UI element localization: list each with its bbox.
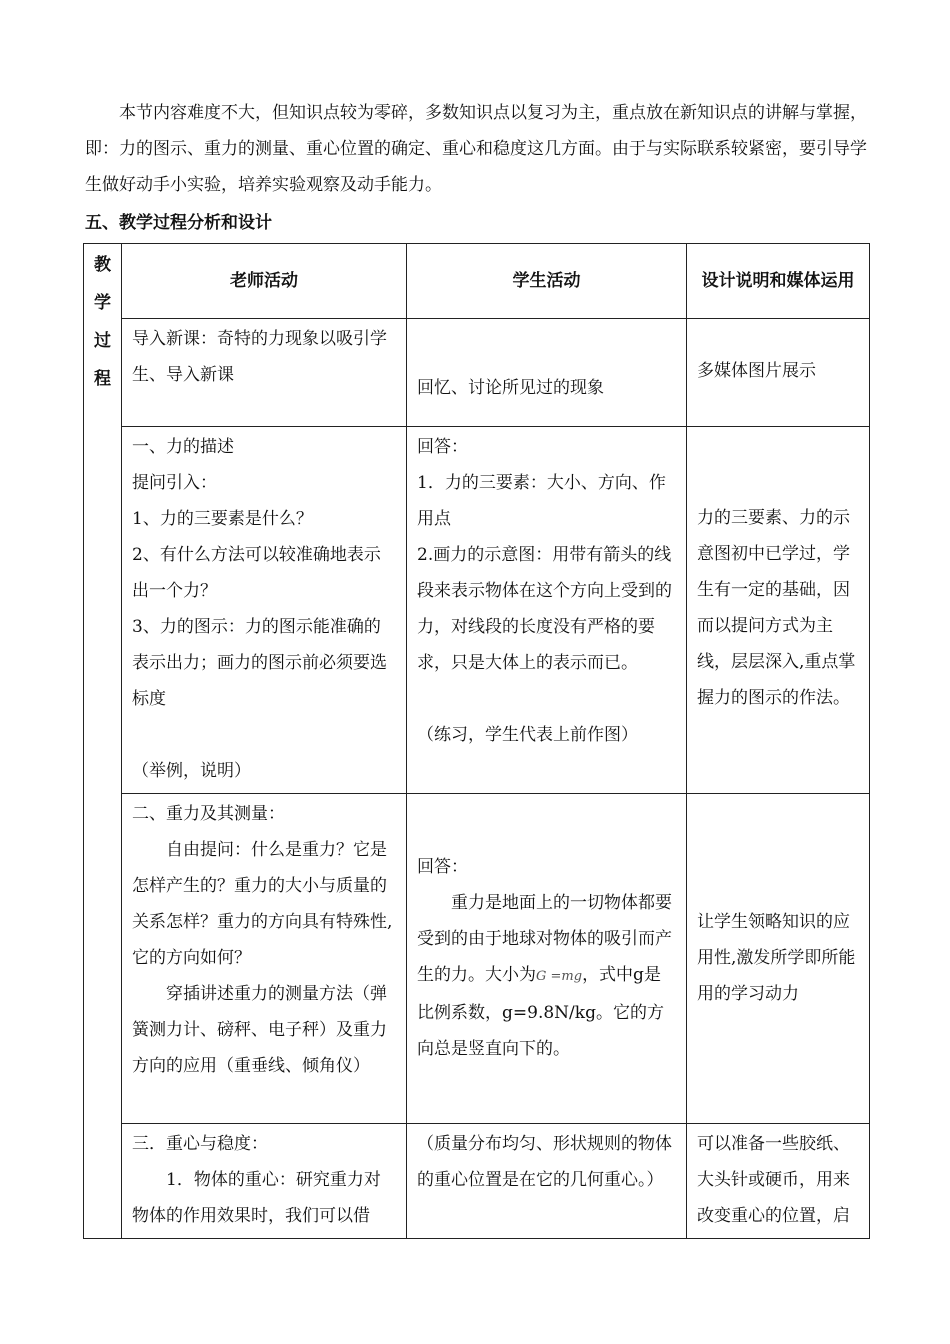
- header-student: 学生活动: [407, 244, 687, 319]
- row4-teacher: 三．重心与稳度： 1．物体的重心：研究重力对物体的作用效果时，我们可以借: [122, 1124, 407, 1239]
- table-header-row: [84, 244, 870, 319]
- side-char: 学: [94, 293, 111, 313]
- row3-design: 让学生领略知识的应用性,激发所学即所能用的学习动力: [687, 794, 870, 1124]
- header-design: 设计说明和媒体运用: [687, 244, 870, 319]
- teaching-process-table: [83, 243, 870, 1239]
- side-label-cell: [84, 244, 122, 1239]
- table-row: [84, 794, 870, 1124]
- row2-teacher: 一、力的描述 提问引入： 1、力的三要素是什么？ 2、有什么方法可以较准确地表示出一个力？ 3、力的图示：力的图示能准确的表示出力；画力的图示前必须要选标度 （举例，说明）: [122, 427, 407, 794]
- table-row: [84, 427, 870, 794]
- intro-section: [85, 95, 870, 203]
- row4-student: （质量分布均匀、形状规则的物体的重心位置是在它的几何重心。）: [407, 1124, 687, 1239]
- gravity-formula: G =mg: [536, 968, 583, 984]
- row1-design: 多媒体图片展示: [687, 319, 870, 427]
- row1-student: 回忆、讨论所见过的现象: [407, 319, 687, 427]
- table-row: [84, 1124, 870, 1239]
- row3-teacher: 二、重力及其测量： 自由提问：什么是重力？它是怎样产生的？重力的大小与质量的关系怎样？重力的方向具有特殊性,它的方向如何？ 穿插讲述重力的测量方法（弹簧测力计、磅秤、电子秤）及重力方向的应用（重垂线、倾角仪）: [122, 794, 407, 1124]
- row2-design: 力的三要素、力的示意图初中已学过，学生有一定的基础，因而以提问方式为主线，层层深入,重点掌握力的图示的作法。: [687, 427, 870, 794]
- side-char: 程: [94, 369, 111, 389]
- section-title: 五、教学过程分析和设计: [85, 213, 272, 233]
- side-char: 教: [94, 255, 111, 275]
- table-row: [84, 319, 870, 427]
- row4-design: 可以准备一些胶纸、大头针或硬币，用来改变重心的位置，启: [687, 1124, 870, 1239]
- header-teacher: 老师活动: [122, 244, 407, 319]
- row1-teacher: 导入新课：奇特的力现象以吸引学生、导入新课: [122, 319, 407, 427]
- row3-student: 回答： 重力是地面上的一切物体都要受到的由于地球对物体的吸引而产生的力。大小为G =mg，式中g是比例系数，g=9.8N/kg。它的方向总是竖直向下的。: [407, 794, 687, 1124]
- row2-student: 回答： 1．力的三要素：大小、方向、作用点 2.画力的示意图：用带有箭头的线段来表示物体在这个方向上受到的力，对线段的长度没有严格的要求，只是大体上的表示而已。 （练习，学生代表上前作图）: [407, 427, 687, 794]
- intro-paragraph: 本节内容难度不大，但知识点较为零碎，多数知识点以复习为主，重点放在新知识点的讲解与掌握，即：力的图示、重力的测量、重心位置的确定、重心和稳度这几方面。由于与实际联系较紧密，要引导学生做好动手小实验，培养实验观察及动手能力。: [85, 103, 867, 195]
- side-char: 过: [94, 331, 111, 351]
